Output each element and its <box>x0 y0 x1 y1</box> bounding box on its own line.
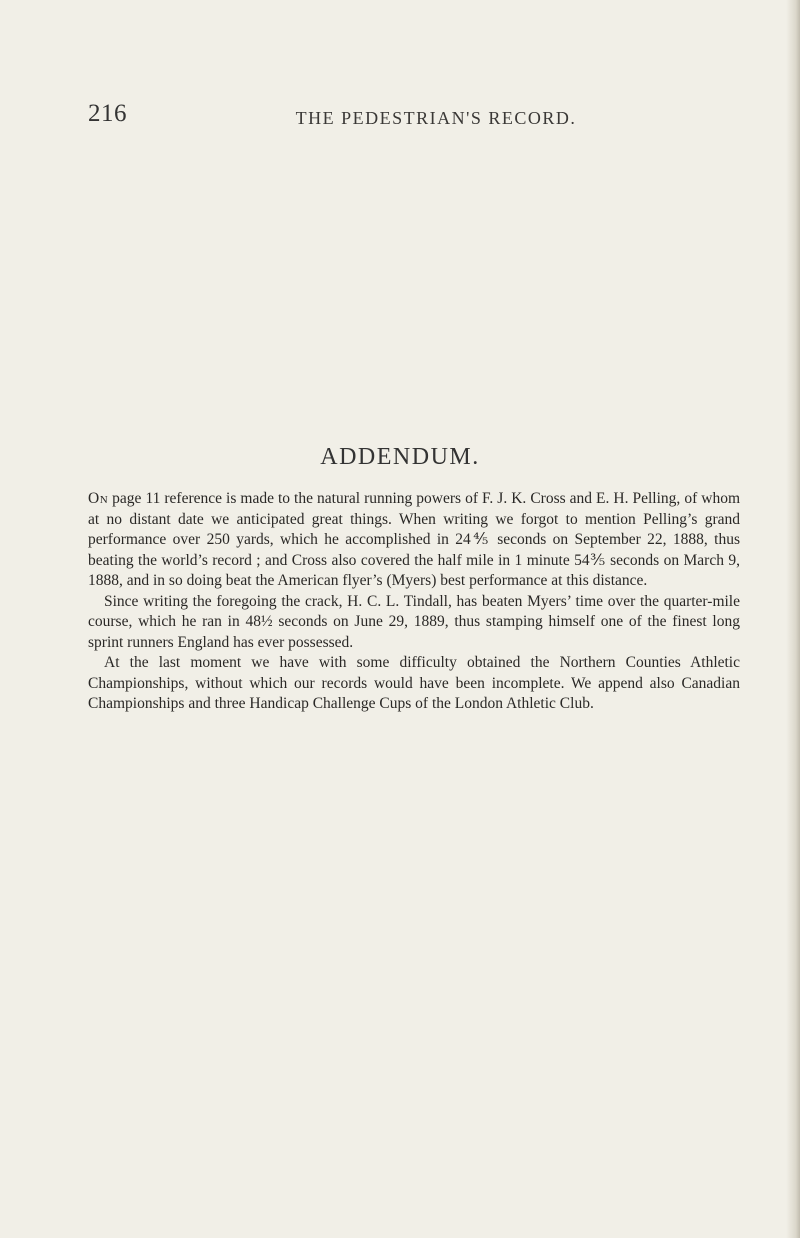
body-text <box>88 489 740 715</box>
paragraph-2: Since writing the foregoing the crack, H. C. L. Tindall, has beaten Myers’ time over the quarter-mile course, which he ran in 48½ seconds on June 29, 1889, thus stamping himself one of the finest long sprint runners England has ever possessed. <box>88 592 740 651</box>
page-edge-shadow <box>786 0 800 1238</box>
running-title: THE PEDESTRIAN'S RECORD. <box>295 108 577 128</box>
paragraph-1-text: page 11 reference is made to the natural running powers of F. J. K. Cross and E. H. Pelling, of whom at no distant date we anticipated great things. When writing we forgot to mention Pelling’s grand performance over 250 yards, which he accomplished in 24⅘ seconds on September 22, 1888, thus beating the world’s record ; and Cross also covered the half mile in 1 minute 54⅗ seconds on March 9, 1888, and in so doing beat the American flyer’s (Myers) best performance at this distance. <box>88 490 740 589</box>
page-number: 216 <box>88 100 127 127</box>
paragraph-lead-word: On <box>88 490 109 507</box>
paragraph-1 <box>88 489 740 592</box>
paragraph-3: At the last moment we have with some difficulty obtained the Northern Counties Athletic Championships, without which our records would have been incomplete. We append also Canadian Championships and three Handicap Challenge Cups of the London Athletic Club. <box>88 654 740 712</box>
page-header <box>88 100 728 140</box>
section-title: ADDENDUM. <box>320 444 480 470</box>
